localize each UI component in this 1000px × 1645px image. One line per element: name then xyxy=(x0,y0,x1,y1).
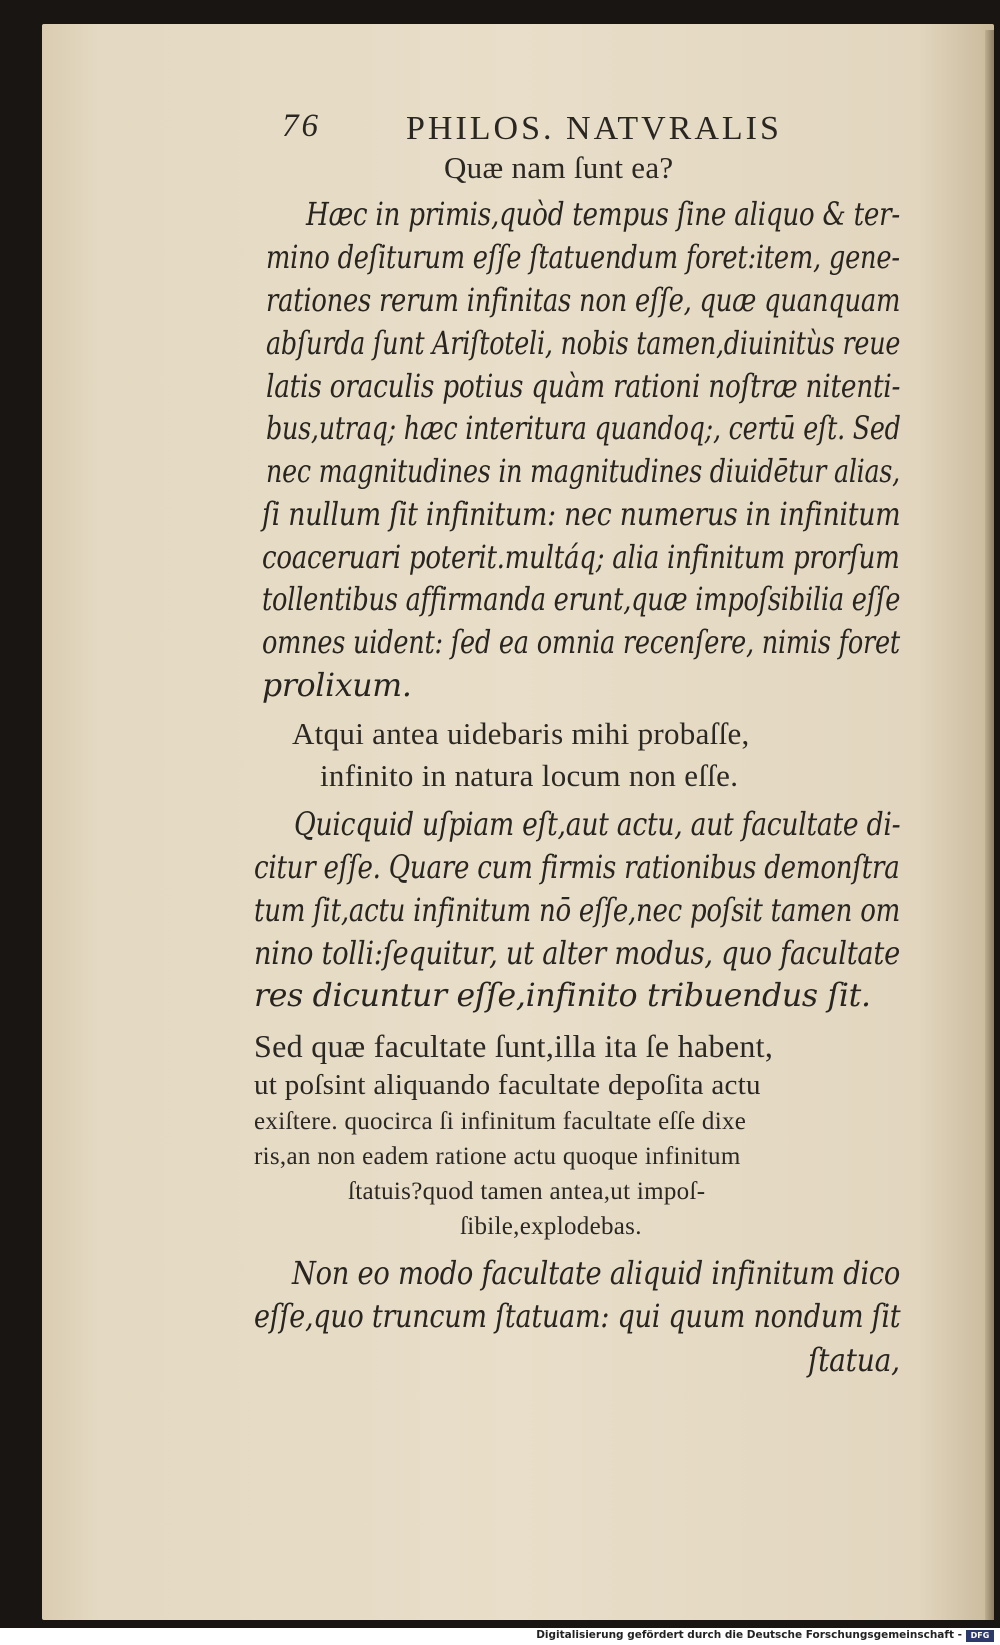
text-line: Hæc in primis,quòd tempus ſine aliquo & ter- xyxy=(306,197,901,233)
text-line: ris,an non eadem ratione actu quoque infinitum xyxy=(254,1143,741,1170)
text-line: eſſe,quo truncum ſtatuam: qui quum nondum ſit xyxy=(254,1299,901,1335)
text-line: bus,utraq; hæc interitura quandoq;, certū eſt. Sed xyxy=(266,411,901,447)
text-line: ſibile,explodebas. xyxy=(460,1213,642,1240)
text-line: coaceruari poterit.multáq; alia infinitum prorſum xyxy=(262,540,900,576)
page-edge xyxy=(985,30,994,1620)
text-line: Sed quæ facultate ſunt,illa ita ſe habent, xyxy=(254,1028,774,1064)
dfg-logo: DFG xyxy=(966,1630,994,1642)
text-line: Quicquid uſpiam eſt,aut actu, aut facultate di- xyxy=(294,807,901,843)
text-line: latis oraculis potius quàm rationi noſtræ nitenti- xyxy=(266,369,901,405)
text-line: Non eo modo facultate aliquid infinitum dico xyxy=(292,1256,901,1292)
text-line: infinito in natura locum non eſſe. xyxy=(320,758,739,793)
footer-bar xyxy=(0,1628,1000,1645)
text-line: abſurda ſunt Ariſtoteli, nobis tamen,diuinitùs reue xyxy=(266,326,901,362)
page-number: 76 xyxy=(282,108,321,144)
text-line: mino deſiturum eſſe ſtatuendum foret:item, gene- xyxy=(266,240,900,276)
text-line: tum ſit,actu infinitum nō eſſe,nec poſsit tamen om xyxy=(254,893,901,929)
text-line: ſi nullum ſit infinitum: nec numerus in infinitum xyxy=(262,497,901,533)
text-line: res dicuntur eſſe,infinito tribuendus ſit. xyxy=(254,978,871,1014)
text-line: citur eſſe. Quare cum firmis rationibus demonſtra xyxy=(254,850,900,886)
text-line: tollentibus affirmanda erunt,quæ impoſsibilia eſſe xyxy=(262,582,901,618)
text-line: nino tolli:ſequitur, ut alter modus, quo facultate xyxy=(254,936,900,972)
text-line: ſtatuis?quod tamen antea,ut impoſ- xyxy=(348,1178,706,1205)
text-line: prolixum. xyxy=(262,668,412,704)
text-line: Atqui antea uidebaris mihi probaſſe, xyxy=(292,716,750,751)
running-title: PHILOS. NATVRALIS xyxy=(406,110,782,147)
catchword: ſtatua, xyxy=(808,1343,900,1379)
text-line: Quæ nam ſunt ea? xyxy=(444,150,674,185)
text-line: nec magnitudines in magnitudines diuidētur alias, xyxy=(266,454,900,490)
text-line: exiſtere. quocirca ſi infinitum facultate eſſe dixe xyxy=(254,1108,747,1135)
funding-credit: Digitalisierung gefördert durch die Deutsche Forschungsgemeinschaft - xyxy=(536,1629,962,1641)
text-line: rationes rerum infinitas non eſſe, quæ quanquam xyxy=(266,283,901,319)
text-line: omnes uident: ſed ea omnia recenſere, nimis foret xyxy=(262,625,900,661)
text-line: ut poſsint aliquando facultate depoſita actu xyxy=(254,1069,761,1101)
